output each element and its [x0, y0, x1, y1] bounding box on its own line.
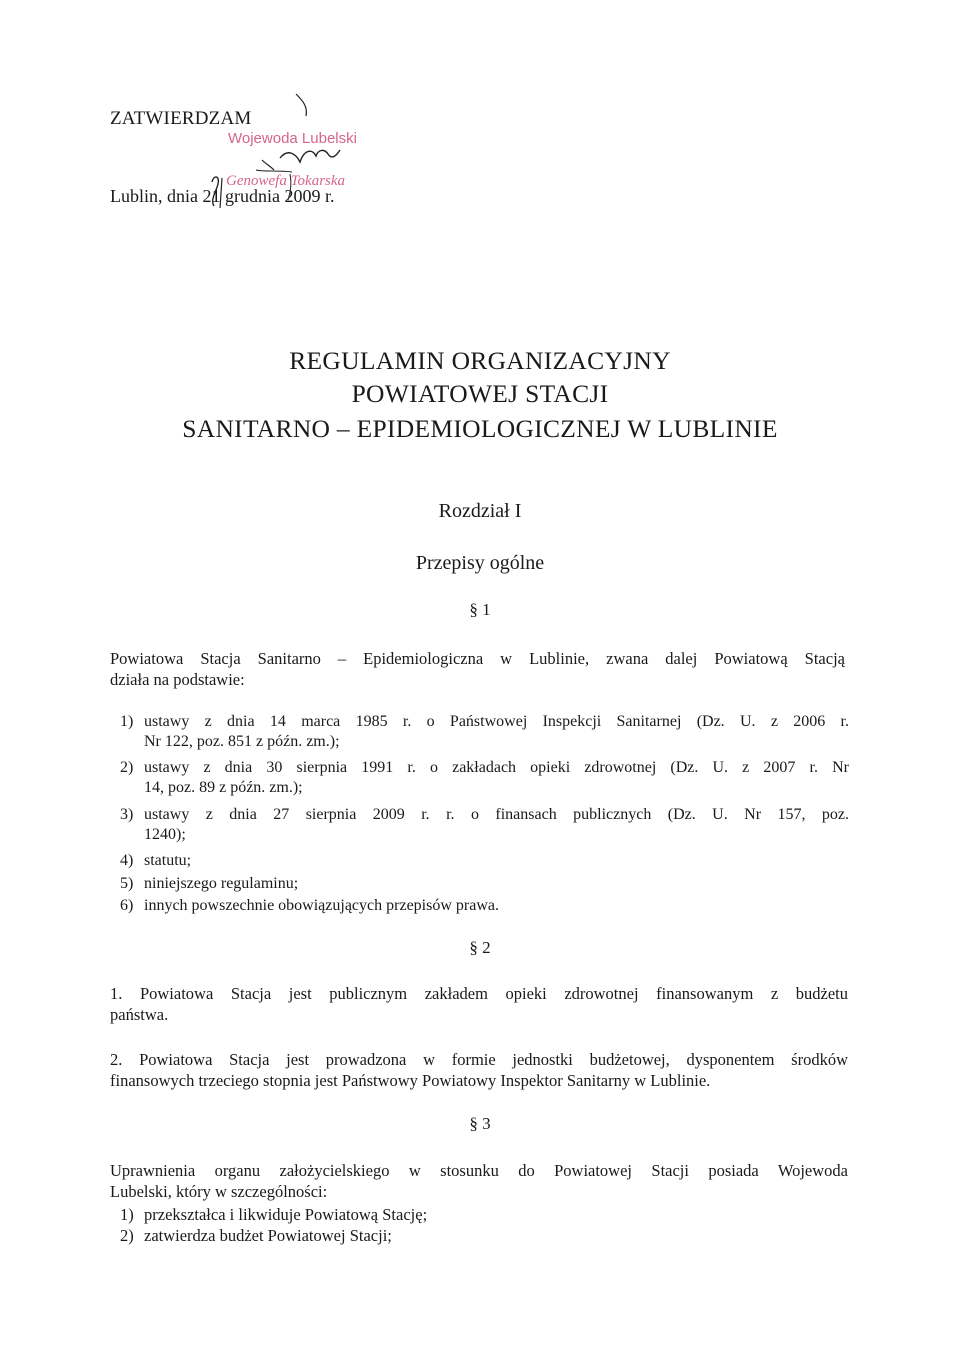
place-date: Lublin, dnia 21 grudnia 2009 r. [110, 186, 335, 206]
section-1-intro [110, 648, 845, 690]
approval-heading: ZATWIERDZAM [110, 108, 252, 129]
document-title-line-2: POWIATOWEJ STACJI [351, 379, 609, 408]
section-3-intro [110, 1160, 848, 1202]
document-title-line-3: SANITARNO – EPIDEMIOLOGICZNEJ W LUBLINIE [182, 414, 778, 443]
stamp-name: Genowefa Tokarska [226, 173, 346, 189]
section-2-paragraph-2-line-2: finansowych trzeciego stopnia jest Państwowy Powiatowy Inspektor Sanitarny w Lublinie. [110, 1071, 711, 1090]
list-item-number: 6) [120, 897, 134, 914]
section-2-paragraph-1-line-2: państwa. [110, 1005, 169, 1024]
document-title-line-1: REGULAMIN ORGANIZACYJNY [289, 346, 671, 375]
list-item-line-2: 1240); [144, 826, 186, 843]
section-2-paragraph-1 [110, 983, 848, 1025]
section-2-sign: § 2 [469, 938, 491, 957]
section-2-paragraph-2 [110, 1049, 848, 1091]
list-item-text: statutu; [144, 852, 192, 869]
list-item-line-2: 14, poz. 89 z późn. zm.); [144, 779, 303, 796]
list-item-line-1: ustawy z dnia 30 sierpnia 1991 r. o zakładach opieki zdrowotnej (Dz. U. z 2007 r. Nr [144, 759, 849, 776]
list-item-number: 2) [120, 759, 134, 776]
chapter-number: Rozdział I [438, 500, 522, 522]
list-item-number: 4) [120, 852, 134, 869]
list-item-number: 5) [120, 875, 134, 892]
list-item-text: innych powszechnie obowiązujących przepisów prawa. [144, 897, 499, 914]
chapter-name: Przepisy ogólne [415, 552, 545, 574]
section-2-paragraph-2-line-1: 2. Powiatowa Stacja jest prowadzona w formie jednostki budżetowej, dysponentem środków [110, 1050, 848, 1069]
list-item-line-1: ustawy z dnia 14 marca 1985 r. o Państwowej Inspekcji Sanitarnej (Dz. U. z 2006 r. [144, 713, 849, 730]
section-1-sign: § 1 [469, 600, 491, 619]
list-item-text: przekształca i likwiduje Powiatową Stację; [144, 1205, 428, 1224]
list-item-text: niniejszego regulaminu; [144, 875, 299, 892]
handwritten-signature [200, 90, 400, 210]
list-item-text: zatwierdza budżet Powiatowej Stacji; [144, 1226, 392, 1245]
list-item-number: 2) [120, 1226, 134, 1245]
section-1-intro-line-2: działa na podstawie: [110, 670, 245, 689]
list-item-line-2: Nr 122, poz. 851 z późn. zm.); [144, 733, 340, 750]
section-2-paragraph-1-line-1: 1. Powiatowa Stacja jest publicznym zakładem opieki zdrowotnej finansowanym z budżetu [110, 984, 848, 1003]
list-item-number: 1) [120, 713, 134, 730]
section-3-intro-line-2: Lubelski, który w szczególności: [110, 1182, 328, 1201]
section-3-intro-line-1: Uprawnienia organu założycielskiego w stosunku do Powiatowej Stacji posiada Wojewoda [110, 1161, 848, 1180]
list-item-line-1: ustawy z dnia 27 sierpnia 2009 r. r. o finansach publicznych (Dz. U. Nr 157, poz. [144, 806, 849, 823]
list-item-number: 1) [120, 1205, 134, 1224]
section-3-sign: § 3 [469, 1114, 491, 1133]
section-1-intro-line-1: Powiatowa Stacja Sanitarno – Epidemiologiczna w Lublinie, zwana dalej Powiatową Stacją [110, 649, 845, 668]
list-item-number: 3) [120, 806, 134, 823]
stamp-title: Wojewoda Lubelski [228, 130, 357, 147]
